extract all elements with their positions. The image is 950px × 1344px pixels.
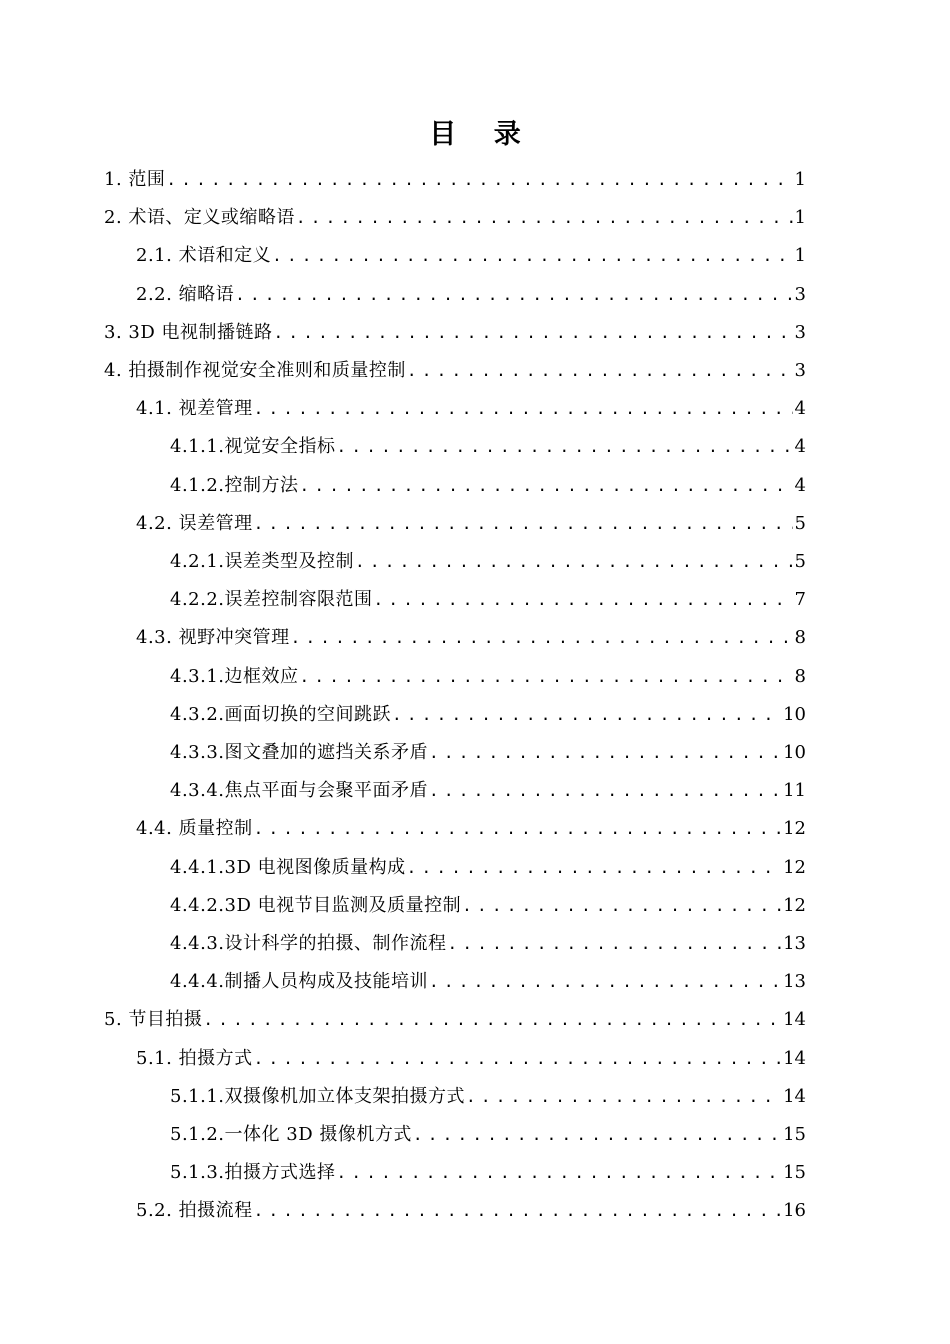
toc-entry-label: 4.2. 误差管理 — [136, 512, 253, 534]
toc-entry-label: 4.2.2.误差控制容限范围 — [170, 589, 373, 611]
toc-entry[interactable] — [170, 1154, 806, 1192]
toc-dot-leader — [299, 467, 793, 505]
toc-page-number: 7 — [794, 589, 806, 611]
toc-dot-leader — [253, 1040, 782, 1078]
toc-page-number: 1 — [794, 169, 806, 190]
toc-page-number: 4 — [794, 398, 806, 420]
toc-entry-label: 1. 范围 — [104, 169, 166, 190]
toc-dot-leader — [273, 314, 793, 352]
toc-page-number: 8 — [794, 627, 806, 649]
toc-entry[interactable] — [170, 543, 806, 581]
toc-entry[interactable] — [170, 734, 806, 772]
toc-entry-label: 4.4.2.3D 电视节目监测及质量控制 — [170, 894, 462, 916]
toc-entry-label: 4.4.1.3D 电视图像质量构成 — [170, 856, 406, 878]
toc-entry-label: 5. 节目拍摄 — [104, 1009, 203, 1031]
toc-entry-label: 4.4.3.设计科学的拍摄、制作流程 — [170, 933, 447, 954]
toc-page-number: 15 — [783, 1162, 806, 1184]
toc-dot-leader — [336, 428, 793, 466]
toc-dot-leader — [428, 772, 781, 810]
toc-dot-leader — [354, 543, 793, 581]
toc-dot-leader — [447, 925, 782, 963]
toc-entry-label: 2.2. 缩略语 — [136, 283, 235, 305]
toc-dot-leader — [406, 849, 781, 887]
toc-dot-leader — [336, 1154, 782, 1192]
toc-dot-leader — [465, 1078, 781, 1116]
toc-entry-label: 4.3.3.图文叠加的遮挡关系矛盾 — [170, 742, 429, 763]
toc-entry-label: 4.3. 视野冲突管理 — [136, 627, 290, 649]
toc-page-number: 1 — [794, 207, 806, 229]
toc-entry[interactable] — [104, 352, 806, 390]
toc-dot-leader — [234, 276, 792, 314]
toc-entry[interactable] — [170, 1078, 806, 1116]
toc-entry[interactable] — [136, 1192, 806, 1230]
toc-page-number: 15 — [783, 1124, 806, 1145]
toc-dot-leader — [428, 734, 781, 772]
toc-title: 目 录 — [429, 119, 535, 150]
toc-page-number: 16 — [783, 1200, 806, 1222]
toc-entry[interactable] — [170, 925, 806, 963]
toc-dot-leader — [271, 237, 792, 275]
toc-page-number: 3 — [794, 283, 806, 305]
toc-page-number: 14 — [783, 1047, 806, 1069]
toc-page-number: 4 — [794, 474, 806, 496]
toc-page-number: 3 — [794, 360, 806, 381]
toc-page-number: 3 — [794, 321, 806, 343]
toc-page-number: 11 — [783, 780, 806, 802]
toc-page-number: 8 — [794, 665, 806, 687]
toc-entry-label: 4.1. 视差管理 — [136, 398, 253, 420]
toc-entry-label: 4. 拍摄制作视觉安全准则和质量控制 — [104, 360, 406, 381]
toc-entry-label: 4.3.4.焦点平面与会聚平面矛盾 — [170, 780, 429, 802]
toc-dot-leader — [290, 619, 793, 657]
toc-dot-leader — [253, 1192, 782, 1230]
toc-entry[interactable] — [170, 581, 806, 619]
toc-entry-label: 4.4. 质量控制 — [136, 818, 253, 840]
toc-entry[interactable] — [136, 1040, 806, 1078]
toc-dot-leader — [373, 581, 793, 619]
toc-dot-leader — [428, 963, 781, 1001]
toc-entry[interactable] — [170, 1116, 806, 1154]
toc-page-number: 12 — [783, 894, 806, 916]
toc-entry[interactable] — [104, 161, 806, 199]
toc-entry[interactable] — [136, 237, 806, 275]
toc-page-number: 14 — [783, 1085, 806, 1107]
toc-entry[interactable] — [170, 772, 806, 810]
toc-dot-leader — [295, 199, 793, 237]
toc-entry[interactable] — [170, 467, 806, 505]
toc-entry[interactable] — [104, 1001, 806, 1039]
toc-entry-label: 5.1. 拍摄方式 — [136, 1047, 253, 1069]
toc-page-number: 4 — [794, 436, 806, 458]
toc-dot-leader — [253, 390, 793, 428]
toc-dot-leader — [461, 887, 781, 925]
toc-entry[interactable] — [170, 849, 806, 887]
toc-entry-label: 5.1.3.拍摄方式选择 — [170, 1162, 336, 1184]
toc-entry-label: 4.4.4.制播人员构成及技能培训 — [170, 971, 429, 993]
toc-page-number: 13 — [783, 971, 806, 993]
toc-page-number: 10 — [783, 703, 806, 725]
toc-entry[interactable] — [104, 199, 806, 237]
toc-entry-label: 4.2.1.误差类型及控制 — [170, 551, 355, 572]
toc-entry[interactable] — [136, 505, 806, 543]
toc-page-number: 14 — [783, 1009, 806, 1031]
toc-page-number: 5 — [794, 551, 806, 572]
toc-page-number: 12 — [783, 818, 806, 840]
toc-entry[interactable] — [170, 887, 806, 925]
toc-entry-label: 4.3.1.边框效应 — [170, 665, 299, 687]
toc-dot-leader — [202, 1001, 781, 1039]
toc-entry[interactable] — [170, 428, 806, 466]
toc-dot-leader — [299, 658, 793, 696]
toc-dot-leader — [253, 505, 793, 543]
toc-entry[interactable] — [136, 810, 806, 848]
toc-entry-label: 2.1. 术语和定义 — [136, 245, 272, 267]
toc-entry[interactable] — [170, 658, 806, 696]
toc-dot-leader — [412, 1116, 781, 1154]
toc-entry-label: 5.1.2.一体化 3D 摄像机方式 — [170, 1124, 412, 1145]
toc-entry[interactable] — [136, 390, 806, 428]
toc-entry[interactable] — [136, 276, 806, 314]
toc-page-number: 12 — [783, 856, 806, 878]
toc-entry[interactable] — [104, 314, 806, 352]
toc-entry-label: 4.3.2.画面切换的空间跳跃 — [170, 703, 392, 725]
toc-entry-label: 2. 术语、定义或缩略语 — [104, 207, 295, 229]
toc-entry-label: 4.1.1.视觉安全指标 — [170, 436, 336, 458]
toc-entry[interactable] — [170, 963, 806, 1001]
toc-dot-leader — [406, 352, 793, 390]
toc-entry-label: 3. 3D 电视制播链路 — [104, 321, 273, 343]
toc-entry[interactable] — [170, 696, 806, 734]
toc-entry-label: 5.2. 拍摄流程 — [136, 1200, 253, 1222]
toc-entry[interactable] — [136, 619, 806, 657]
toc-entry-label: 4.1.2.控制方法 — [170, 474, 299, 496]
toc-dot-leader — [391, 696, 781, 734]
toc-dot-leader — [165, 161, 792, 199]
toc-page-number: 1 — [794, 245, 806, 267]
toc-page-number: 13 — [783, 933, 806, 954]
toc-page-number: 10 — [783, 742, 806, 763]
toc-entry-label: 5.1.1.双摄像机加立体支架拍摄方式 — [170, 1085, 466, 1107]
toc-dot-leader — [253, 810, 782, 848]
toc-page-number: 5 — [794, 512, 806, 534]
